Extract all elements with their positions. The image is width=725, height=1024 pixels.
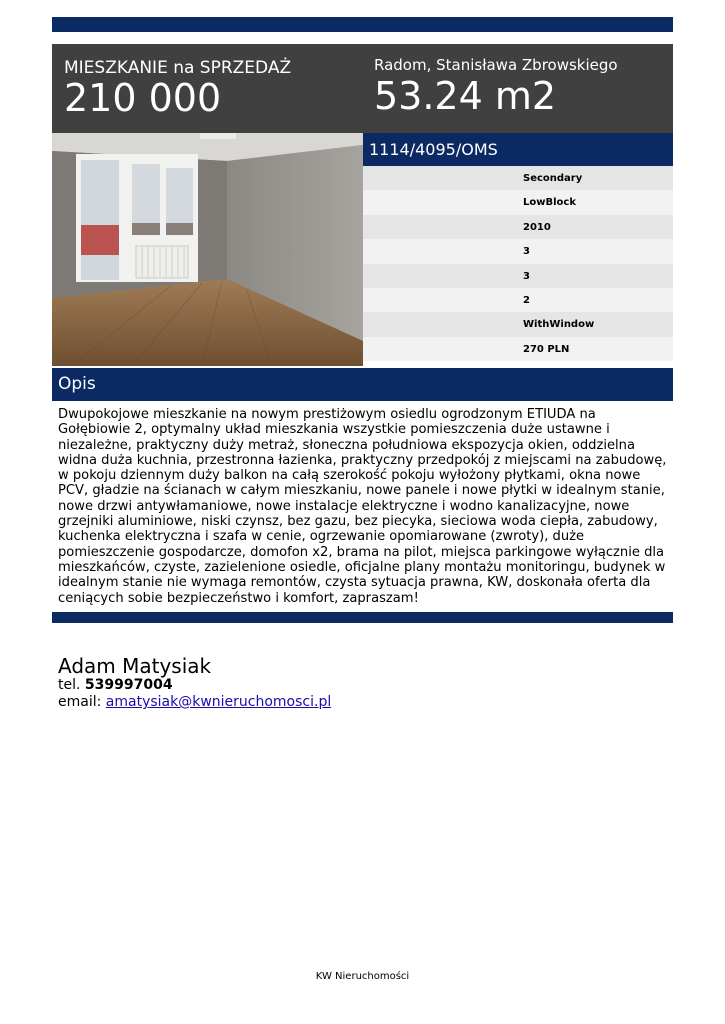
property-photo <box>52 133 363 366</box>
email-label: email: <box>58 694 102 710</box>
reference-bar <box>363 133 673 166</box>
description-text: Dwupokojowe mieszkanie na nowym prestiżowym osiedlu ogrodzonym ETIUDA na Gołębiowie 2, optymalny układ mieszkania wszystkie pomieszczenia duże ustawne i niezależne, praktyczny duży metraż, słoneczna południowa ekspozycja okien, oddzielna widna duża kuchnia, przestronna łazienka, praktyczny przedpokój z miejscami na zabudowę, w pokoju dziennym duży balkon na całą szerokość pokoju wyłożony płytkami, okna nowe PCV, gładzie na ścianach w całym mieszkaniu, nowe panele i nowe płytki w idealnym stanie, nowe drzwi antywłamaniowe, nowe instalacje elektryczne i wodno kanalizacyjne, nowe grzejniki aluminiowe, niski czynsz, bez gazu, bez piecyka, sieciowa woda ciepła, zabudowy, kuchenka elektryczna i szafa w cenie, ogrzewanie opomiarowane (zwroty), duże pomieszczenie gospodarcze, domofon x2, brama na pilot, miejsca parkingowe wyłącznie dla mieszkańców, czyste, zazielenione osiedle, oficjalne plany montażu monitoringu, budynek w idealnym stanie nie wymaga remontów, czysta sytuacja prawna, KW, doskonała oferta dla ceniących sobie bezpieczeństwo i komfort, zapraszam! <box>58 407 667 606</box>
detail-value: LowBlock <box>523 197 576 209</box>
agent-phone: 539997004 <box>84 677 173 693</box>
footer-company: KW Nieruchomości <box>315 971 410 982</box>
property-type-label: MIESZKANIE na SPRZEDAŻ <box>64 58 292 78</box>
detail-row <box>363 264 673 288</box>
details-table <box>363 166 673 361</box>
detail-value: 3 <box>523 270 530 282</box>
detail-row <box>363 166 673 190</box>
location: Radom, Stanisława Zbrowskiego <box>374 56 618 74</box>
detail-row <box>363 239 673 263</box>
listing-header <box>52 44 673 133</box>
detail-value: 2 <box>523 294 530 306</box>
agent-email-line <box>58 694 331 711</box>
area: 53.24 m2 <box>374 74 557 118</box>
detail-value: 270 PLN <box>523 343 570 355</box>
detail-value: WithWindow <box>523 319 595 331</box>
detail-value: 3 <box>523 246 530 258</box>
detail-row <box>363 215 673 239</box>
separator-bar <box>52 612 673 623</box>
agent-email-link[interactable]: amatysiak@kwnieruchomosci.pl <box>105 694 332 710</box>
detail-row <box>363 190 673 214</box>
detail-row <box>363 312 673 336</box>
description-heading-bar <box>52 368 673 401</box>
detail-row <box>363 288 673 312</box>
agent-phone-line <box>58 677 331 694</box>
price: 210 000 <box>64 76 222 120</box>
agent-contact <box>58 655 331 711</box>
detail-value: 2010 <box>523 221 551 233</box>
agent-name: Adam Matysiak <box>58 654 212 678</box>
listing-reference: 1114/4095/OMS <box>369 140 498 159</box>
top-accent-bar <box>52 17 673 32</box>
description-heading: Opis <box>58 374 96 394</box>
detail-value: Secondary <box>523 173 583 184</box>
phone-label: tel. <box>58 677 81 693</box>
detail-row <box>363 337 673 361</box>
